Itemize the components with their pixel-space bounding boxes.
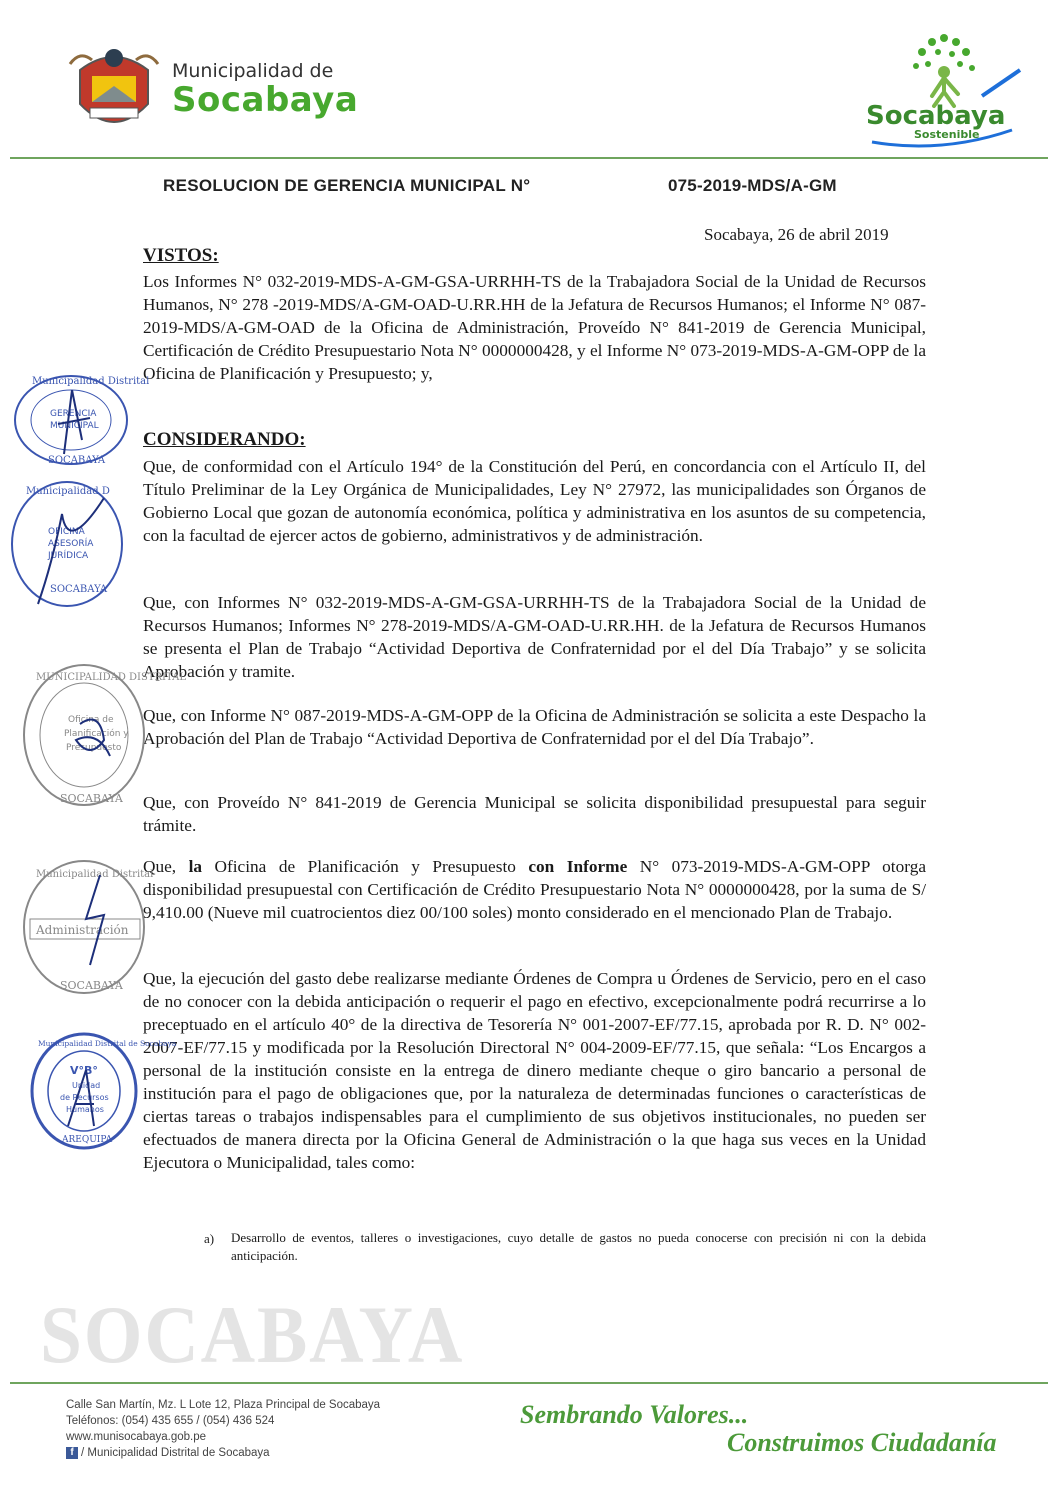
header-divider xyxy=(10,157,1048,159)
signature-mark-5 xyxy=(68,1070,94,1126)
stamp-administracion-line-1: Administración xyxy=(36,923,129,937)
considerando-paragraph-6: Que, la ejecución del gasto debe realizarse mediante Órdenes de Compra u Órdenes de Servicio, pero en el caso de no conocer con la debida anticipación o requerir el pago en efectivo, excepcionalmente podrá recurrirse a lo preceptuado en el artículo 40° de la directiva de Tesorería N° 001-2007-EF/77.15, aprobada por R. D. N° 002-2007-EF/77.15 y modificada por la Resolución Directoral N° 004-2009-EF/77.15, que señala: “Los Encargos a personal de la institución consiste en la entrega de dinero mediante cheque o giro bancario a personal de institución para el pago de obligaciones que, por la naturaleza de determinadas funciones o características de ciertas tareas o trabajos indispensables para el cumplimiento de sus objetivos institucionales, no pueden ser efectuados de manera directa por la Oficina General de Administración o la que haga sus veces en la Unidad Ejecutora o Municipalidad, tales como: xyxy=(143,969,926,1172)
p5-part-e: N° 073-2019-MDS-A-GM-OPP otorga disponibilidad presupuestal con Certificación de Crédito Presupuestario Nota N° 0000000428, por la suma de S/ 9,410.00 (Nueve mil cuatrocientos diez 00/100 soles) monto considerado en el mencionado Plan de Trabajo. xyxy=(143,857,927,922)
stamp-rrhh-arc-text: Municipalidad Distrital de Socabaya xyxy=(38,1039,177,1048)
vistos-heading: VISTOS: xyxy=(143,245,219,266)
slogan-line-2: Construimos Ciudadanía xyxy=(727,1428,997,1457)
stamp-planificacion-line-1: Oficina de xyxy=(68,715,114,725)
stamp-asesoria-bottom: SOCABAYA xyxy=(50,584,108,595)
signature-mark-1 xyxy=(58,390,90,454)
stamp-rrhh-line-3: de Recursos xyxy=(60,1093,109,1102)
stamp-gerencia-line-1: GERENCIA xyxy=(50,409,97,419)
signature-mark-3 xyxy=(76,720,110,756)
footer-social-text: / Municipalidad Distrital de Socabaya xyxy=(81,1447,270,1459)
footer-phones: Teléfonos: (054) 435 655 / (054) 436 524 xyxy=(66,1415,275,1427)
considerando-paragraph-2: Que, con Informes N° 032-2019-MDS-A-GM-GSA-URRHH-TS de la Trabajadora Social de la Unidad de Recursos Humanos; Informes N° 278-2019-MDS/A-GM-OAD-U.RR.HH. de la Jefatura de Recursos Humanos se presenta el Plan de Trabajo “Actividad Deportiva de Confraternidad por el del Día Trabajo” y se solicita Aprobación y tramite. xyxy=(143,593,926,681)
footer-website: www.munisocabaya.gob.pe xyxy=(66,1431,206,1443)
resolution-number: 075-2019-MDS/A-GM xyxy=(668,176,837,195)
stamp-planificacion-line-3: Presupuesto xyxy=(66,743,122,753)
signature-mark-4 xyxy=(86,875,104,965)
stamp-administracion-arc-text: Municipalidad Distrital xyxy=(36,869,154,880)
stamp-planificacion-bottom: SOCABAYA xyxy=(60,792,123,805)
footer-social xyxy=(66,1446,270,1461)
list-item-text: Desarrollo de eventos, talleres o investigaciones, cuyo detalle de gastos no pueda conocerse con precisión ni con la debida anticipación. xyxy=(231,1230,926,1263)
vistos-paragraph: Los Informes N° 032-2019-MDS-A-GM-GSA-URRHH-TS de la Trabajadora Social de la Unidad de Recursos Humanos, N° 278 -2019-MDS/A-GM-OAD-U.RR.HH de la Jefatura de Recursos Humanos; el Informe N° 087-2019-MDS/A-GM-OAD de la Oficina de Administración, Proveído N° 841-2019 de Gerencia Municipal, Certificación de Crédito Presupuestario Nota N° 0000000428, y el Informe N° 073-2019-MDS-A-GM-OPP de la Oficina de Planificación y Presupuesto; y, xyxy=(143,272,927,383)
p5-part-c: Oficina de Planificación y Presupuesto xyxy=(202,857,529,876)
socabaya-watermark: SOCABAYA xyxy=(40,1289,465,1380)
stamp-rrhh-line-1: V°B° xyxy=(70,1064,98,1077)
stamp-asesoria-line-3: JURÍDICA xyxy=(48,551,89,561)
p5-part-b: la xyxy=(188,857,203,876)
municipality-name-large: Socabaya xyxy=(172,80,359,120)
list-item-letter: a) xyxy=(204,1231,215,1246)
stamp-gerencia-line-2: MUNICIPAL xyxy=(50,421,99,431)
stamp-planificacion-line-2: Planificación y xyxy=(64,729,129,739)
footer-divider xyxy=(10,1382,1048,1384)
signature-mark-2 xyxy=(38,498,104,604)
slogan-line-1: Sembrando Valores... xyxy=(520,1400,749,1429)
footer-address: Calle San Martín, Mz. L Lote 12, Plaza Principal de Socabaya xyxy=(66,1399,381,1411)
p5-part-d: con Informe xyxy=(528,857,628,876)
stamp-recursos-humanos xyxy=(28,1030,177,1152)
socabaya-sostenible-logo xyxy=(862,30,1027,150)
document-date: Socabaya, 26 de abril 2019 xyxy=(704,225,889,244)
right-logo-text: Socabaya xyxy=(866,101,1006,131)
stamp-asesoria-arc-text: Municipalidad D xyxy=(26,486,110,497)
stamp-administracion xyxy=(20,855,154,1000)
p5-part-a: Que, xyxy=(143,857,189,876)
stamp-gerencia-bottom: SOCABAYA xyxy=(48,455,106,466)
stamp-asesoria-line-2: ASESORÍA xyxy=(48,539,94,549)
considerando-paragraph-1: Que, de conformidad con el Artículo 194° de la Constitución del Perú, en concordancia con el Artículo II, del Título Preliminar de la Ley Orgánica de Municipalidades, Ley N° 27972, las municipalidades son Órganos de Gobierno Local que gozan de autonomía económica, política y administrativa en los asuntos de su competencia, con la facultad de ejercer actos de gobierno, administrativos y de administración. xyxy=(143,457,926,545)
stamp-rrhh-bottom: AREQUIPA xyxy=(62,1135,113,1145)
considerando-paragraph-4: Que, con Proveído N° 841-2019 de Gerencia Municipal se solicita disponibilidad presupuestal para seguir trámite. xyxy=(143,793,926,835)
stamp-gerencia-arc-text: Municipalidad Distrital xyxy=(32,376,150,387)
resolution-title: RESOLUCION DE GERENCIA MUNICIPAL N° xyxy=(163,176,531,195)
considerando-heading: CONSIDERANDO: xyxy=(143,429,306,450)
considerando-paragraph-5 xyxy=(143,855,926,924)
stamp-asesoria-juridica xyxy=(8,474,126,614)
stamp-gerencia-municipal xyxy=(10,370,150,470)
stamp-asesoria-line-1: OFICINA xyxy=(48,527,85,537)
municipal-coat-of-arms-logo xyxy=(70,42,158,140)
stamp-rrhh-line-4: Humanos xyxy=(66,1105,104,1114)
stamp-planificacion-arc-text: MUNICIPALIDAD DISTRITAL xyxy=(36,672,186,683)
facebook-icon: f xyxy=(66,1447,78,1459)
municipality-name-small: Municipalidad de xyxy=(172,60,334,82)
stamp-administracion-bottom: SOCABAYA xyxy=(60,979,123,992)
right-logo-subtext: Sostenible xyxy=(914,128,980,141)
stamp-planificacion-presupuesto xyxy=(20,660,186,810)
stamp-rrhh-line-2: Unidad xyxy=(72,1081,101,1090)
considerando-paragraph-3: Que, con Informe N° 087-2019-MDS-A-GM-OPP de la Oficina de Administración se solicita a este Despacho la Aprobación del Plan de Trabajo “Actividad Deportiva de Confraternidad por el del Día Trabajo”. xyxy=(143,706,926,748)
